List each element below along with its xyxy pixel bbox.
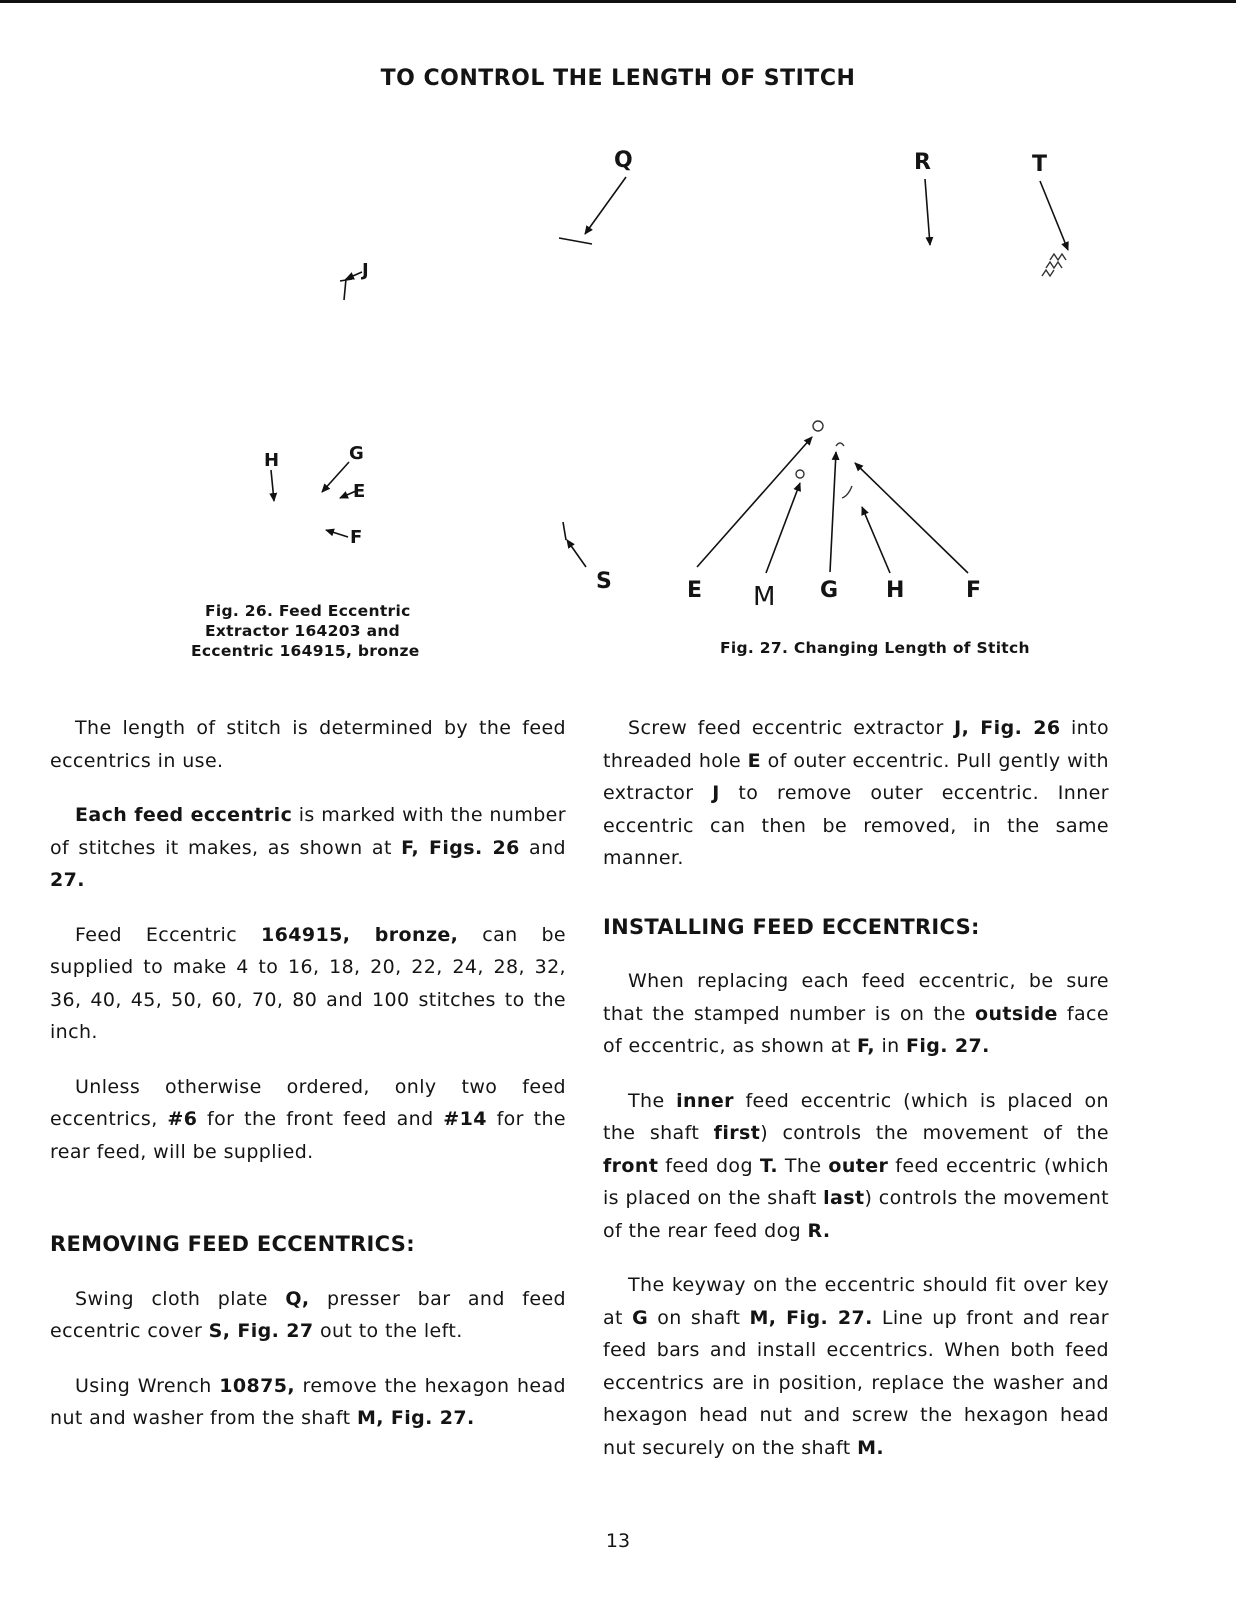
- leader-G-27: [830, 452, 836, 572]
- fig27-label-G: G: [820, 578, 839, 603]
- fig27-label-M: M: [753, 582, 776, 612]
- fig26-caption-line-1: Fig. 26. Feed Eccentric: [205, 602, 411, 620]
- right-paragraph-1: Screw feed eccentric extractor J, Fig. 26 into threaded hole E of outer eccentric. Pull gently with extractor J to remove outer eccentric. Inner eccentric can then be removed, in the same manner.: [603, 717, 1110, 869]
- leader-F: [326, 530, 348, 537]
- shaft-stub: [340, 279, 352, 300]
- leader-S: [567, 540, 586, 567]
- fig27-label-H: H: [886, 578, 905, 603]
- leader-E-27: [697, 437, 812, 567]
- fig26-label-F: F: [350, 527, 363, 548]
- leader-H-27: [862, 507, 890, 573]
- installing-heading: INSTALLING FEED ECCENTRICS:: [603, 914, 980, 939]
- left-paragraph-4: Unless otherwise ordered, only two feed eccentrics, #6 for the front feed and #14 for the rear feed, will be supplied.: [50, 1075, 567, 1163]
- left-paragraph-2: Each feed eccentric is marked with the number of stitches it makes, as shown at F, Figs. 26 and 27.: [50, 804, 566, 891]
- removing-heading: REMOVING FEED ECCENTRICS:: [50, 1232, 415, 1256]
- fig26-caption-line-2: Extractor 164203 and: [205, 622, 401, 640]
- fig27-label-T: T: [1032, 152, 1048, 177]
- eccentric-mark-small: [796, 470, 804, 478]
- fig27-label-Q: Q: [614, 148, 633, 173]
- page-title: TO CONTROL THE LENGTH OF STITCH: [380, 66, 856, 91]
- fig26-caption: [191, 601, 420, 661]
- cloth-plate-edge: [559, 238, 592, 244]
- fig26-label-E: E: [353, 481, 366, 502]
- fig27-caption: Fig. 27. Changing Length of Stitch: [720, 639, 1030, 657]
- eccentric-crescent: [842, 486, 852, 498]
- leader-H: [271, 470, 274, 501]
- right-column: [603, 712, 1109, 1486]
- right-paragraph-4: The keyway on the eccentric should fit over key at G on shaft M, Fig. 27. Line up front and rear feed bars and install eccentrics. When both feed eccentrics are in position, replace the washer and hexagon head nut and screw the hexagon head nut securely on the shaft M.: [603, 1274, 1109, 1459]
- left-paragraph-6: Using Wrench 10875, remove the hexagon head nut and washer from the shaft M, Fig. 27.: [50, 1374, 566, 1429]
- fig26-caption-line-3: Eccentric 164915, bronze: [191, 642, 420, 660]
- leader-M-27: [766, 483, 800, 573]
- figure-leader-lines: [0, 0, 1236, 700]
- fig27-label-R: R: [914, 150, 931, 175]
- fig26-label-G: G: [349, 443, 364, 464]
- left-paragraph-3: Feed Eccentric 164915, bronze, can be supplied to make 4 to 16, 18, 20, 22, 24, 28, 32, 36, 40, 45, 50, 60, 70, 80 and 100 stitches to the inch.: [50, 923, 567, 1043]
- feed-dog-teeth: [1042, 254, 1066, 276]
- leader-Q: [585, 177, 626, 234]
- fig27-label-F: F: [966, 578, 982, 603]
- eccentric-number-mark: [836, 443, 844, 446]
- leader-R: [925, 179, 930, 245]
- fig26-label-H: H: [264, 450, 280, 471]
- eccentric-mark: [813, 421, 823, 431]
- left-paragraph-1: The length of stitch is determined by the feed eccentrics in use.: [50, 717, 566, 772]
- right-paragraph-3: The inner feed eccentric (which is placed on the shaft first) controls the movement of the front feed dog T. The outer feed eccentric (which is placed on the shaft last) controls the movement of the rear feed dog R.: [603, 1089, 1110, 1242]
- page-number: 13: [605, 1530, 631, 1552]
- left-paragraph-5: Swing cloth plate Q, presser bar and feed eccentric cover S, Fig. 27 out to the left.: [50, 1287, 567, 1342]
- fig27-label-E: E: [687, 578, 703, 603]
- leader-J: [346, 272, 362, 279]
- leader-G: [322, 462, 349, 492]
- leader-T: [1040, 181, 1068, 250]
- leader-F-27: [855, 463, 968, 573]
- cover-edge: [563, 522, 566, 540]
- right-paragraph-2: When replacing each feed eccentric, be sure that the stamped number is on the outside face of eccentric, as shown at F, in Fig. 27.: [603, 970, 1109, 1057]
- fig26-label-J: J: [362, 260, 369, 281]
- left-column: [50, 712, 566, 1457]
- fig27-label-S: S: [596, 569, 612, 594]
